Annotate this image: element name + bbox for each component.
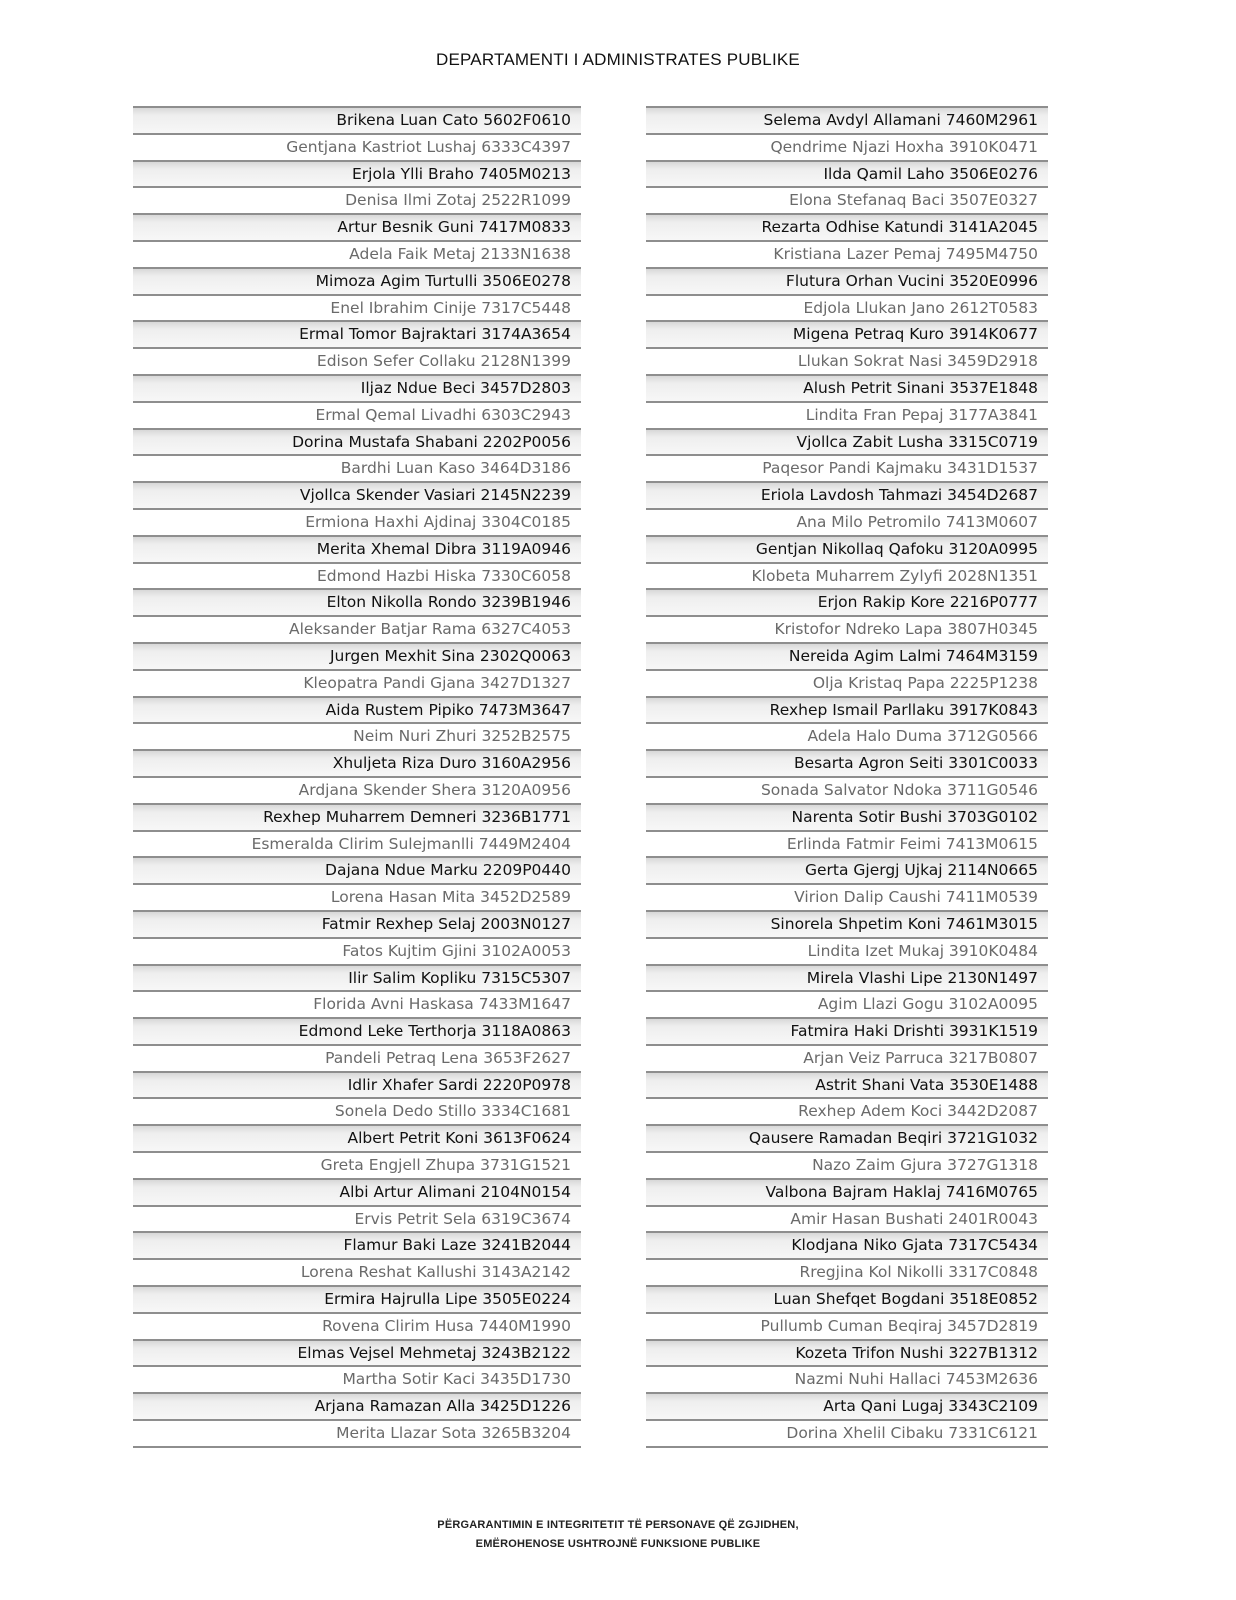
name-entry: Gerta Gjergj Ujkaj 2114N0665	[646, 856, 1048, 883]
column-bottom-rule	[133, 1446, 581, 1448]
name-entry: Ardjana Skender Shera 3120A0956	[133, 776, 581, 803]
name-entry: Ilda Qamil Laho 3506E0276	[646, 160, 1048, 187]
name-entry: Aleksander Batjar Rama 6327C4053	[133, 615, 581, 642]
name-entry: Ermiona Haxhi Ajdinaj 3304C0185	[133, 508, 581, 535]
name-entry: Merita Xhemal Dibra 3119A0946	[133, 535, 581, 562]
name-entry: Kozeta Trifon Nushi 3227B1312	[646, 1339, 1048, 1366]
name-entry: Fatos Kujtim Gjini 3102A0053	[133, 937, 581, 964]
name-entry: Idlir Xhafer Sardi 2220P0978	[133, 1071, 581, 1098]
name-entry: Astrit Shani Vata 3530E1488	[646, 1071, 1048, 1098]
name-entry: Besarta Agron Seiti 3301C0033	[646, 749, 1048, 776]
name-entry: Nazmi Nuhi Hallaci 7453M2636	[646, 1365, 1048, 1392]
name-entry: Iljaz Ndue Beci 3457D2803	[133, 374, 581, 401]
name-entry: Nazo Zaim Gjura 3727G1318	[646, 1151, 1048, 1178]
name-entry: Gentjan Nikollaq Qafoku 3120A0995	[646, 535, 1048, 562]
name-entry: Merita Llazar Sota 3265B3204	[133, 1419, 581, 1446]
name-entry: Elona Stefanaq Baci 3507E0327	[646, 186, 1048, 213]
name-entry: Llukan Sokrat Nasi 3459D2918	[646, 347, 1048, 374]
name-entry: Denisa Ilmi Zotaj 2522R1099	[133, 186, 581, 213]
name-entry: Fatmir Rexhep Selaj 2003N0127	[133, 910, 581, 937]
name-entry: Lindita Fran Pepaj 3177A3841	[646, 401, 1048, 428]
name-entry: Klobeta Muharrem Zylyfi 2028N1351	[646, 562, 1048, 589]
name-entry: Albi Artur Alimani 2104N0154	[133, 1178, 581, 1205]
name-entry: Flamur Baki Laze 3241B2044	[133, 1231, 581, 1258]
name-entry: Ermal Qemal Livadhi 6303C2943	[133, 401, 581, 428]
name-entry: Fatmira Haki Drishti 3931K1519	[646, 1017, 1048, 1044]
names-column-left	[133, 106, 581, 1448]
name-entry: Rovena Clirim Husa 7440M1990	[133, 1312, 581, 1339]
name-entry: Selema Avdyl Allamani 7460M2961	[646, 106, 1048, 133]
name-entry: Ermal Tomor Bajraktari 3174A3654	[133, 320, 581, 347]
name-entry: Amir Hasan Bushati 2401R0043	[646, 1205, 1048, 1232]
name-entry: Gentjana Kastriot Lushaj 6333C4397	[133, 133, 581, 160]
name-entry: Ervis Petrit Sela 6319C3674	[133, 1205, 581, 1232]
name-entry: Aida Rustem Pipiko 7473M3647	[133, 696, 581, 723]
name-entry: Elton Nikolla Rondo 3239B1946	[133, 588, 581, 615]
footer-line-1: PËRGARANTIMIN E INTEGRITETIT TË PERSONAVE QË ZGJIDHEN,	[437, 1519, 799, 1531]
name-entry: Ilir Salim Kopliku 7315C5307	[133, 964, 581, 991]
name-entry: Pullumb Cuman Beqiraj 3457D2819	[646, 1312, 1048, 1339]
name-entry: Agim Llazi Gogu 3102A0095	[646, 990, 1048, 1017]
name-entry: Florida Avni Haskasa 7433M1647	[133, 990, 581, 1017]
name-entry: Arjana Ramazan Alla 3425D1226	[133, 1392, 581, 1419]
name-entry: Lindita Izet Mukaj 3910K0484	[646, 937, 1048, 964]
name-entry: Albert Petrit Koni 3613F0624	[133, 1124, 581, 1151]
name-entry: Kleopatra Pandi Gjana 3427D1327	[133, 669, 581, 696]
name-entry: Narenta Sotir Bushi 3703G0102	[646, 803, 1048, 830]
name-entry: Olja Kristaq Papa 2225P1238	[646, 669, 1048, 696]
name-entry: Adela Faik Metaj 2133N1638	[133, 240, 581, 267]
name-entry: Vjollca Skender Vasiari 2145N2239	[133, 481, 581, 508]
name-entry: Arjan Veiz Parruca 3217B0807	[646, 1044, 1048, 1071]
name-entry: Edjola Llukan Jano 2612T0583	[646, 294, 1048, 321]
name-entry: Ana Milo Petromilo 7413M0607	[646, 508, 1048, 535]
name-entry: Kristiana Lazer Pemaj 7495M4750	[646, 240, 1048, 267]
name-entry: Erlinda Fatmir Feimi 7413M0615	[646, 830, 1048, 857]
name-entry: Greta Engjell Zhupa 3731G1521	[133, 1151, 581, 1178]
footer-line-2: EMËROHENOSE USHTROJNË FUNKSIONE PUBLIKE	[475, 1538, 761, 1550]
name-entry: Lorena Hasan Mita 3452D2589	[133, 883, 581, 910]
name-entry: Erjola Ylli Braho 7405M0213	[133, 160, 581, 187]
name-entry: Rezarta Odhise Katundi 3141A2045	[646, 213, 1048, 240]
name-entry: Arta Qani Lugaj 3343C2109	[646, 1392, 1048, 1419]
name-entry: Sinorela Shpetim Koni 7461M3015	[646, 910, 1048, 937]
name-entry: Vjollca Zabit Lusha 3315C0719	[646, 428, 1048, 455]
name-entry: Flutura Orhan Vucini 3520E0996	[646, 267, 1048, 294]
name-entry: Adela Halo Duma 3712G0566	[646, 722, 1048, 749]
document-title: DEPARTAMENTI I ADMINISTRATES PUBLIKE	[436, 50, 800, 69]
name-entry: Virion Dalip Caushi 7411M0539	[646, 883, 1048, 910]
name-entry: Rexhep Muharrem Demneri 3236B1771	[133, 803, 581, 830]
name-entry: Migena Petraq Kuro 3914K0677	[646, 320, 1048, 347]
name-entry: Enel Ibrahim Cinije 7317C5448	[133, 294, 581, 321]
name-entry: Sonela Dedo Stillo 3334C1681	[133, 1097, 581, 1124]
name-entry: Qendrime Njazi Hoxha 3910K0471	[646, 133, 1048, 160]
name-entry: Mirela Vlashi Lipe 2130N1497	[646, 964, 1048, 991]
name-entry: Lorena Reshat Kallushi 3143A2142	[133, 1258, 581, 1285]
name-entry: Erjon Rakip Kore 2216P0777	[646, 588, 1048, 615]
name-entry: Mimoza Agim Turtulli 3506E0278	[133, 267, 581, 294]
name-entry: Martha Sotir Kaci 3435D1730	[133, 1365, 581, 1392]
name-entry: Rexhep Ismail Parllaku 3917K0843	[646, 696, 1048, 723]
name-entry: Dorina Mustafa Shabani 2202P0056	[133, 428, 581, 455]
name-entry: Neim Nuri Zhuri 3252B2575	[133, 722, 581, 749]
name-entry: Brikena Luan Cato 5602F0610	[133, 106, 581, 133]
name-entry: Eriola Lavdosh Tahmazi 3454D2687	[646, 481, 1048, 508]
name-entry: Elmas Vejsel Mehmetaj 3243B2122	[133, 1339, 581, 1366]
name-entry: Qausere Ramadan Beqiri 3721G1032	[646, 1124, 1048, 1151]
name-entry: Bardhi Luan Kaso 3464D3186	[133, 454, 581, 481]
footer	[0, 1516, 1236, 1554]
name-entry: Nereida Agim Lalmi 7464M3159	[646, 642, 1048, 669]
name-entry: Luan Shefqet Bogdani 3518E0852	[646, 1285, 1048, 1312]
name-entry: Artur Besnik Guni 7417M0833	[133, 213, 581, 240]
name-entry: Edmond Hazbi Hiska 7330C6058	[133, 562, 581, 589]
name-entry: Klodjana Niko Gjata 7317C5434	[646, 1231, 1048, 1258]
name-entry: Alush Petrit Sinani 3537E1848	[646, 374, 1048, 401]
name-entry: Rregjina Kol Nikolli 3317C0848	[646, 1258, 1048, 1285]
name-entry: Edmond Leke Terthorja 3118A0863	[133, 1017, 581, 1044]
name-entry: Dorina Xhelil Cibaku 7331C6121	[646, 1419, 1048, 1446]
names-column-right	[646, 106, 1048, 1448]
name-entry: Ermira Hajrulla Lipe 3505E0224	[133, 1285, 581, 1312]
name-entry: Dajana Ndue Marku 2209P0440	[133, 856, 581, 883]
name-entry: Valbona Bajram Haklaj 7416M0765	[646, 1178, 1048, 1205]
column-bottom-rule	[646, 1446, 1048, 1448]
name-entry: Edison Sefer Collaku 2128N1399	[133, 347, 581, 374]
name-entry: Paqesor Pandi Kajmaku 3431D1537	[646, 454, 1048, 481]
name-entry: Pandeli Petraq Lena 3653F2627	[133, 1044, 581, 1071]
name-entry: Esmeralda Clirim Sulejmanlli 7449M2404	[133, 830, 581, 857]
name-entry: Kristofor Ndreko Lapa 3807H0345	[646, 615, 1048, 642]
name-entry: Sonada Salvator Ndoka 3711G0546	[646, 776, 1048, 803]
name-entry: Xhuljeta Riza Duro 3160A2956	[133, 749, 581, 776]
name-entry: Rexhep Adem Koci 3442D2087	[646, 1097, 1048, 1124]
name-entry: Jurgen Mexhit Sina 2302Q0063	[133, 642, 581, 669]
